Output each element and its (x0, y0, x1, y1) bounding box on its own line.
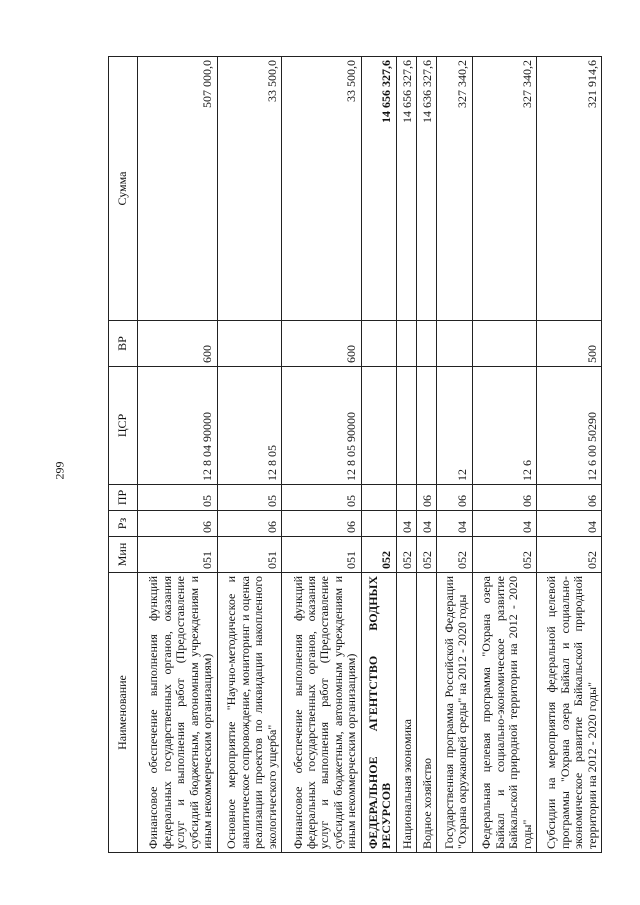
cell-pr: 05 (282, 485, 362, 511)
cell-sum: 327 340,2 (437, 57, 472, 321)
cell-min: 051 (217, 537, 282, 573)
cell-pr: 06 (537, 485, 602, 511)
header-name: Наименование (109, 573, 138, 853)
cell-rz: 06 (282, 511, 362, 537)
cell-min: 051 (282, 537, 362, 573)
cell-vr (361, 321, 396, 367)
cell-name: Основное мероприятие "Научно-методическое и аналитическое сопровождение, мониторинг и оценка реализации проектов по ликвидации накопленного экологического ущерба" (217, 573, 282, 853)
table-row (282, 57, 362, 853)
header-rz: Рз (109, 511, 138, 537)
cell-vr: 500 (537, 321, 602, 367)
cell-min: 052 (472, 537, 537, 573)
cell-sum: 327 340,2 (472, 57, 537, 321)
cell-name: Государственная программа Российской Федерации "Охрана окружающей среды" на 2012 - 2020 годы (437, 573, 472, 853)
table-row (472, 57, 537, 853)
budget-table (108, 56, 602, 853)
cell-sum: 14 656 327,6 (361, 57, 396, 321)
cell-name: Финансовое обеспечение выполнения функций федеральных государственных органов, оказания услуг и выполнения работ (Предоставление субсидий бюджетным, автономным учреждениям и иным некоммерческим организациям) (138, 573, 218, 853)
cell-sum: 14 656 327,6 (396, 57, 416, 321)
cell-csr (417, 367, 437, 485)
cell-pr: 06 (472, 485, 537, 511)
cell-min: 052 (396, 537, 416, 573)
table-row (437, 57, 472, 853)
cell-rz: 04 (417, 511, 437, 537)
cell-pr: 05 (217, 485, 282, 511)
rotated-page (108, 57, 602, 853)
cell-csr: 12 6 (472, 367, 537, 485)
cell-min: 052 (417, 537, 437, 573)
cell-rz: 06 (217, 511, 282, 537)
cell-name: Федеральная целевая программа "Охрана озера Байкал и социально-экономическое развитие Байкальской природной территории на 2012 - 2020 годы" (472, 573, 537, 853)
cell-sum: 507 000,0 (138, 57, 218, 321)
table-header (109, 57, 138, 853)
cell-rz: 04 (537, 511, 602, 537)
cell-vr (417, 321, 437, 367)
cell-csr: 12 (437, 367, 472, 485)
page-number: 299 (52, 461, 67, 480)
cell-rz: 06 (138, 511, 218, 537)
table-row (537, 57, 602, 853)
cell-pr: 06 (437, 485, 472, 511)
cell-csr: 12 8 05 90000 (282, 367, 362, 485)
cell-csr: 12 8 04 90000 (138, 367, 218, 485)
cell-vr: 600 (282, 321, 362, 367)
cell-rz (361, 511, 396, 537)
cell-rz: 04 (472, 511, 537, 537)
cell-csr: 12 8 05 (217, 367, 282, 485)
cell-sum: 33 500,0 (282, 57, 362, 321)
cell-pr: 05 (138, 485, 218, 511)
table-row (217, 57, 282, 853)
cell-csr (396, 367, 416, 485)
table-row (361, 57, 396, 853)
cell-csr (361, 367, 396, 485)
cell-vr (472, 321, 537, 367)
table-row (396, 57, 416, 853)
table-row (138, 57, 218, 853)
cell-name: Водное хозяйство (417, 573, 437, 853)
cell-name: Финансовое обеспечение выполнения функций федеральных государственных органов, оказания услуг и выполнения работ (Предоставление субсидий бюджетным, автономным учреждениям и иным некоммерческим организациям) (282, 573, 362, 853)
cell-csr: 12 6 00 50290 (537, 367, 602, 485)
cell-sum: 33 500,0 (217, 57, 282, 321)
cell-vr (437, 321, 472, 367)
cell-sum: 14 636 327,6 (417, 57, 437, 321)
cell-rz: 04 (437, 511, 472, 537)
cell-min: 051 (138, 537, 218, 573)
cell-name: Национальная экономика (396, 573, 416, 853)
table-row (417, 57, 437, 853)
cell-rz: 04 (396, 511, 416, 537)
cell-pr: 06 (417, 485, 437, 511)
cell-name: Субсидии на мероприятия федеральной целевой программы "Охрана озера Байкал и социально-экономическое развитие Байкальской природной территории на 2012 - 2020 годы" (537, 573, 602, 853)
cell-pr (396, 485, 416, 511)
table-body (138, 57, 602, 853)
header-min: Мин (109, 537, 138, 573)
cell-min: 052 (537, 537, 602, 573)
header-vr: ВР (109, 321, 138, 367)
cell-name: ФЕДЕРАЛЬНОЕ АГЕНТСТВО ВОДНЫХ РЕСУРСОВ (361, 573, 396, 853)
cell-sum: 321 914,6 (537, 57, 602, 321)
cell-vr (217, 321, 282, 367)
header-sum: Сумма (109, 57, 138, 321)
cell-vr: 600 (138, 321, 218, 367)
cell-min: 052 (437, 537, 472, 573)
header-csr: ЦСР (109, 367, 138, 485)
header-pr: ПР (109, 485, 138, 511)
cell-vr (396, 321, 416, 367)
cell-min: 052 (361, 537, 396, 573)
cell-pr (361, 485, 396, 511)
